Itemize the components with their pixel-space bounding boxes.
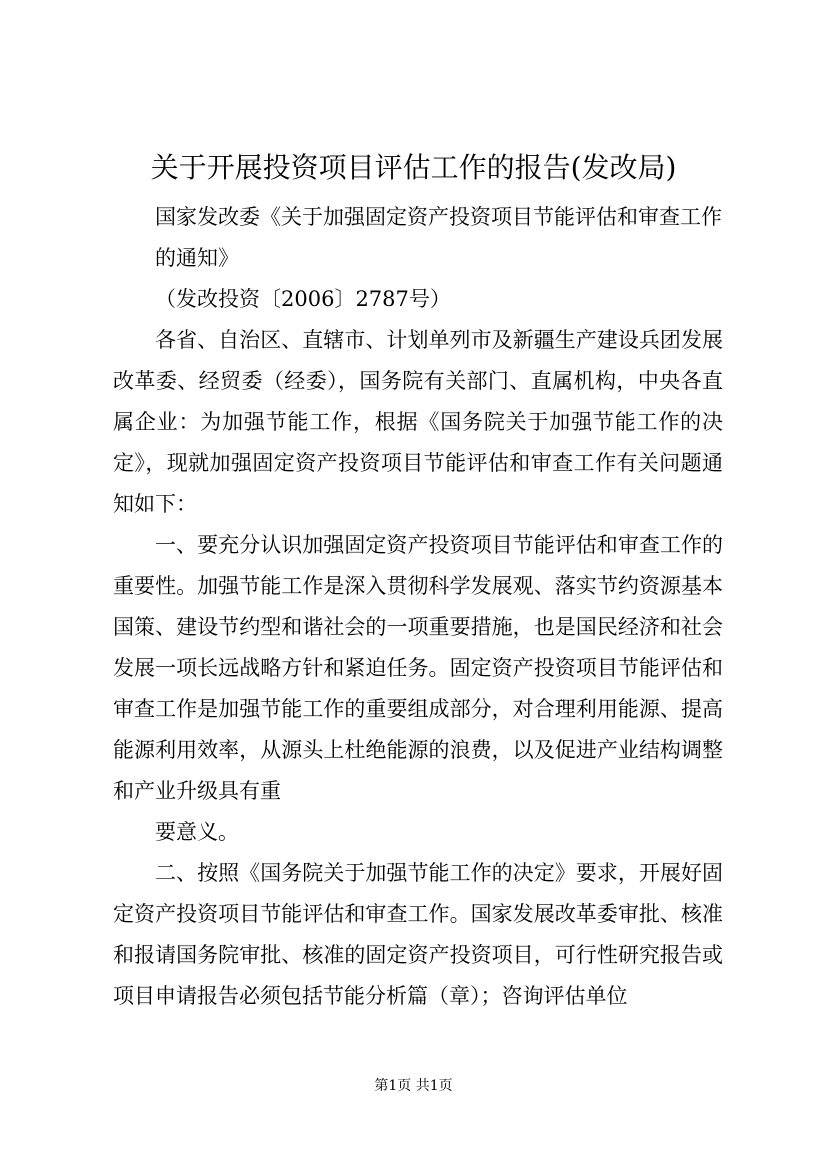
section-one-continuation: 要意义。 [155, 820, 239, 844]
document-title: 关于开展投资项目评估工作的报告(发改局) [150, 151, 677, 184]
addressee-paragraph: 各省、自治区、直辖市、计划单列市及新疆生产建设兵团发展改革委、经贸委（经委），国务院有关部门、直属机构，中央各直属企业：为加强节能工作，根据《国务院关于加强节能工作的决定》，现就加强固定资产投资项目节能评估和审查工作有关问题通知如下： [113, 328, 723, 516]
section-one-paragraph: 一、要充分认识加强固定资产投资项目节能评估和审查工作的重要性。加强节能工作是深入贯彻科学发展观、落实节约资源基本国策、建设节约型和谐社会的一项重要措施，也是国民经济和社会发展一项长远战略方针和紧迫任务。固定资产投资项目节能评估和审查工作是加强节能工作的重要组成部分，对合理利用能源、提高能源利用效率，从源头上杜绝能源的浪费，以及促进产业结构调整和产业升级具有重 [113, 533, 723, 803]
notice-title-paragraph: 国家发改委《关于加强固定资产投资项目节能评估和审查工作的通知》 [155, 205, 722, 270]
section-two-paragraph: 二、按照《国务院关于加强节能工作的决定》要求，开展好固定资产投资项目节能评估和审查工作。国家发展改革委审批、核准和报请国务院审批、核准的固定资产投资项目，可行性研究报告或项目申请报告必须包括节能分析篇（章）；咨询评估单位 [113, 861, 723, 1008]
page-number-footer: 第1页 共1页 [374, 1078, 453, 1094]
document-body [113, 197, 723, 1017]
document-number-paragraph: （发改投资〔2006〕2787号） [155, 287, 451, 311]
